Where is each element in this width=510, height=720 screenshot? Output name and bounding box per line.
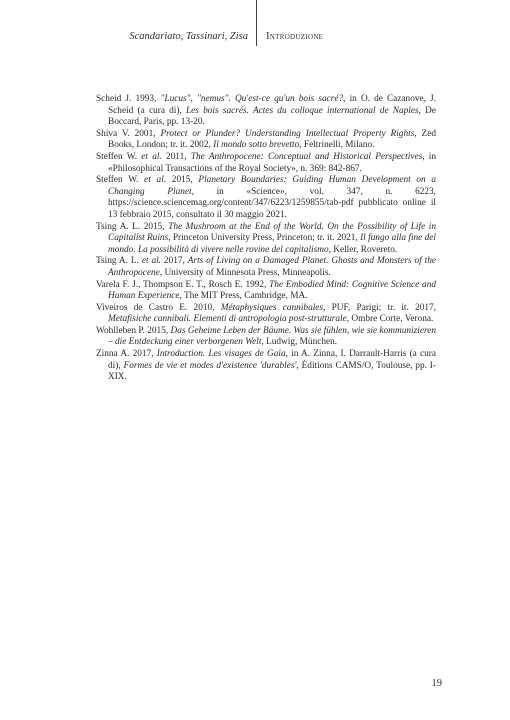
reference-text: Steffen W.	[96, 175, 145, 186]
reference-entry	[96, 222, 436, 257]
reference-title: Arts of Living on a Damaged Planet. Ghosts and Monsters of the Anthropocene	[108, 256, 436, 278]
reference-entry	[96, 349, 436, 384]
running-header	[0, 0, 510, 48]
reference-text: Tsing A. L.	[96, 256, 142, 267]
header-authors: Scandariato, Tassinari, Zisa	[129, 31, 248, 42]
reference-title: Il fungo alla fine del mondo. La possibilità di vivere nelle rovine del capitalismo	[108, 233, 436, 255]
reference-title: The Embodied Mind: Cognitive Science and Human Experience	[108, 279, 436, 302]
reference-entry	[96, 94, 436, 129]
reference-text: , Keller, Rovereto.	[328, 244, 398, 255]
reference-entry	[96, 256, 436, 279]
reference-text: Viveiros de Castro E. 2010,	[96, 302, 221, 313]
reference-title: The Anthropocene: Conceptual and Historical Perspectives	[190, 151, 423, 162]
reference-text: Tsing A. L. 2015,	[96, 221, 169, 232]
reference-title: Planetary Boundaries: Guiding Human Development on a Changing Planet	[108, 175, 437, 197]
reference-text: , Princeton University Press, Princeton; tr. it. 2021,	[168, 233, 361, 244]
reference-title: Protect or Plunder? Understanding Intellectual Property Rights	[160, 128, 415, 139]
reference-title: et al.	[141, 256, 161, 267]
reference-title: Il mondo sotto brevetto	[213, 140, 300, 151]
reference-text: , The MIT Press, Cambridge, MA.	[179, 291, 308, 302]
reference-text: , in «Science», vol. 347, n. 6223, https://science.sciencemag.org/content/347/6223/1259855/tab-pdf pubblicato online il 13 febbraio 2015, consultato il 30 maggio 2021.	[108, 186, 436, 220]
reference-text: Varela F. J., Thompson E. T., Rosch E. 1992,	[96, 279, 270, 290]
reference-title: The Mushroom at the End of the World. On the Possibility of Life in Capitalist Ruins	[108, 221, 436, 244]
reference-title: Formes de vie et modes d'existence 'durables'	[123, 360, 297, 371]
reference-text: 2015,	[166, 175, 199, 186]
reference-title: Les bois sacrés. Actes du colloque international de Naples	[186, 105, 419, 116]
reference-text: 2017,	[161, 256, 188, 267]
reference-title: Métaphysiques cannibales	[220, 302, 324, 313]
reference-text: , De Boccard, Paris, pp. 13-20.	[108, 105, 436, 128]
reference-text: Wohlleben P. 2015,	[96, 325, 171, 336]
reference-text: , PUF, Parigi; tr. it. 2017,	[323, 302, 436, 313]
reference-title: Metafisiche cannibali. Elementi di antropologia post-strutturale	[108, 314, 347, 325]
page-number: 19	[431, 678, 442, 689]
reference-text: Steffen W.	[96, 151, 142, 162]
reference-title: "Lucus", "nemus". Qu'est-ce qu'un bois sacré?	[160, 94, 344, 104]
reference-title: Introduction. Les visages de Gaïa	[156, 349, 286, 360]
reference-text: , Ombre Corte, Verona.	[346, 314, 434, 325]
reference-text: , Zed Books, London; tr. it. 2002,	[108, 128, 436, 151]
reference-title: et al.	[141, 151, 162, 162]
reference-text: , in A. Zinna, I. Darrault-Harris (a cura di),	[108, 349, 436, 371]
reference-text: , in O. de Cazanove, J. Scheid (a cura di),	[108, 94, 436, 116]
reference-title: Das Geheime Leben der Bäume. Was sie fühlen, wie sie kommunizieren – die Entdeckung einer verborgenen Welt	[108, 325, 436, 348]
reference-entry	[96, 152, 436, 175]
header-divider	[256, 0, 257, 46]
header-section-title: Introduzione	[266, 31, 324, 42]
reference-text: , Feltrinelli, Milano.	[299, 140, 375, 151]
reference-list	[96, 94, 436, 384]
reference-text: , in «Philosophical Transactions of the Royal Society», n. 369: 842-867.	[108, 151, 436, 174]
reference-entry	[96, 326, 436, 349]
reference-text: Scheid J. 1993,	[96, 94, 161, 104]
reference-entry	[96, 175, 436, 221]
reference-entry	[96, 280, 436, 303]
reference-entry	[96, 129, 436, 152]
reference-text: , Éditions CAMS/O, Toulouse, pp. I-XIX.	[108, 360, 436, 383]
reference-text: 2011,	[161, 151, 191, 162]
reference-title: et al.	[144, 175, 167, 186]
reference-text: Zinna A. 2017,	[96, 349, 157, 360]
reference-entry	[96, 303, 436, 326]
reference-text: , Ludwig, München.	[261, 337, 338, 348]
reference-text: Shiva V. 2001,	[96, 128, 161, 139]
reference-text: , University of Minnesota Press, Minneapolis.	[159, 267, 331, 278]
